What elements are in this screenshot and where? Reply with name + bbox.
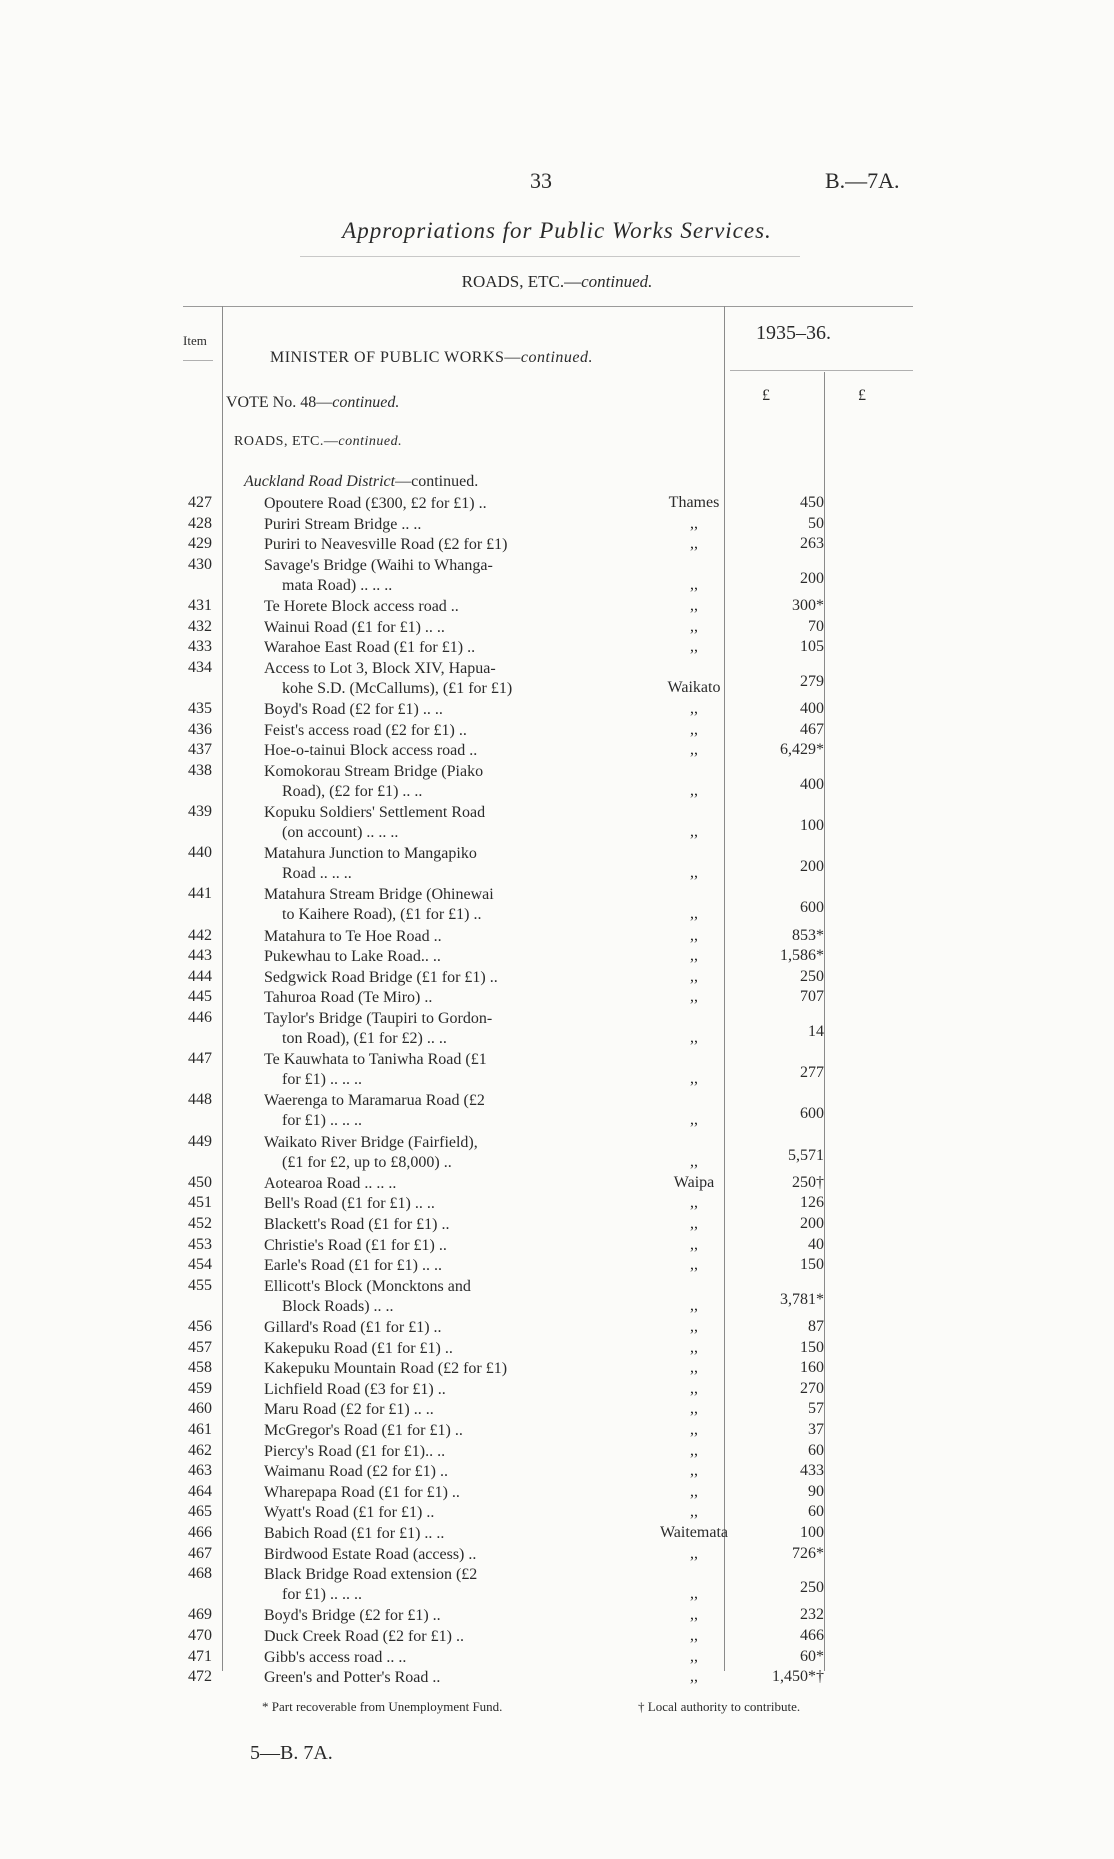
item-description xyxy=(264,741,562,761)
road-district: ,, xyxy=(690,1503,698,1521)
road-district-heading xyxy=(244,473,478,491)
item-description xyxy=(264,947,562,967)
printer-signature: 5—B. 7A. xyxy=(250,1742,333,1764)
item-description xyxy=(264,1050,562,1090)
amount: 37 xyxy=(808,1421,824,1438)
item-description-line: Christie's Road (£1 for £1) .. xyxy=(264,1236,447,1254)
amount: 60 xyxy=(808,1503,824,1521)
item-number: 452 xyxy=(188,1215,212,1232)
item-description xyxy=(264,1421,562,1441)
roads-subheading-main: ROADS, ETC.— xyxy=(234,434,339,449)
item-number: 441 xyxy=(188,885,212,903)
road-district: Thames xyxy=(668,494,720,511)
item-number: 461 xyxy=(188,1421,212,1438)
item-number: 460 xyxy=(188,1400,212,1418)
item-description xyxy=(264,535,562,555)
minister-heading-main: MINISTER OF PUBLIC WORKS— xyxy=(270,349,521,366)
document-reference: B.—7A. xyxy=(825,168,900,193)
road-district: ,, xyxy=(690,617,698,635)
item-number: 437 xyxy=(188,741,212,759)
minister-heading-cont: continued. xyxy=(520,349,593,366)
item-number: 446 xyxy=(188,1009,212,1026)
item-description-line: Komokorau Stream Bridge (Piako xyxy=(264,762,484,780)
amount: 3,781* xyxy=(780,1290,824,1308)
item-number: 467 xyxy=(188,1544,212,1562)
item-number: 465 xyxy=(188,1503,212,1521)
item-description xyxy=(264,1339,562,1359)
item-description xyxy=(264,1133,562,1173)
item-description xyxy=(264,1236,562,1256)
amount: 450 xyxy=(800,494,824,511)
item-description xyxy=(264,1627,562,1647)
amount: 14 xyxy=(808,1023,824,1040)
road-district: ,, xyxy=(690,1627,698,1644)
item-number: 453 xyxy=(188,1235,212,1253)
item-description xyxy=(264,700,562,720)
amount: 467 xyxy=(800,720,824,738)
page-title: Appropriations for Public Works Services. xyxy=(342,218,772,243)
section-heading-cont: continued. xyxy=(581,272,653,291)
item-description xyxy=(264,803,562,843)
road-district: ,, xyxy=(690,700,698,717)
item-number: 456 xyxy=(188,1318,212,1335)
item-description xyxy=(264,1648,562,1668)
item-number: 449 xyxy=(188,1132,212,1150)
road-district-name: Auckland Road District xyxy=(244,473,396,490)
amount: 250 xyxy=(800,967,824,985)
item-description xyxy=(264,1545,562,1565)
item-description xyxy=(264,988,562,1008)
item-description-line: Piercy's Road (£1 for £1).. .. xyxy=(264,1442,446,1460)
currency-unit-col2: £ xyxy=(858,387,866,404)
road-district: ,, xyxy=(690,1647,698,1665)
item-number: 432 xyxy=(188,617,212,635)
item-description-line: Lichfield Road (£3 for £1) .. xyxy=(264,1380,446,1398)
amount: 1,586* xyxy=(780,947,824,965)
item-description-continuation: kohe S.D. (McCallums), (£1 for £1) xyxy=(282,679,513,697)
item-description-line: Maru Road (£2 for £1) .. .. xyxy=(264,1401,434,1419)
item-description xyxy=(264,659,562,699)
item-description xyxy=(264,1668,562,1688)
item-number: 472 xyxy=(188,1668,212,1686)
road-district: ,, xyxy=(690,905,698,923)
road-district-cont: —continued. xyxy=(395,473,479,490)
item-number: 442 xyxy=(188,926,212,944)
item-description-continuation: to Kaihere Road), (£1 for £1) .. xyxy=(282,906,482,924)
amount: 1,450*† xyxy=(772,1668,824,1686)
item-description xyxy=(264,597,562,617)
road-district: ,, xyxy=(690,1441,698,1459)
road-district: ,, xyxy=(690,575,698,593)
item-description-line: Black Bridge Road extension (£2 xyxy=(264,1566,478,1584)
item-number: 434 xyxy=(188,658,212,676)
table-top-rule xyxy=(183,306,913,307)
item-description-continuation: for £1) .. .. .. xyxy=(282,1112,362,1130)
year-rule xyxy=(730,370,913,371)
item-description xyxy=(264,1318,562,1338)
amount: 200 xyxy=(800,858,824,876)
road-district: ,, xyxy=(690,1296,698,1314)
item-description-line: Sedgwick Road Bridge (£1 for £1) .. xyxy=(264,968,498,986)
item-description-line: Wyatt's Road (£1 for £1) .. xyxy=(264,1504,435,1522)
road-district: ,, xyxy=(690,1111,698,1129)
item-number: 435 xyxy=(188,700,212,717)
road-district: ,, xyxy=(690,781,698,799)
item-description-line: Savage's Bridge (Waihi to Whanga- xyxy=(264,556,493,574)
road-district: ,, xyxy=(690,535,698,553)
road-district: ,, xyxy=(690,1585,698,1603)
amount: 853* xyxy=(792,926,824,944)
amount: 6,429* xyxy=(780,741,824,759)
item-column-divider xyxy=(222,306,223,1671)
item-description-line: Boyd's Bridge (£2 for £1) .. xyxy=(264,1607,441,1625)
road-district: Waipa xyxy=(673,1173,715,1191)
amount: 100 xyxy=(800,817,824,834)
roads-subheading xyxy=(234,434,402,450)
amount: 300* xyxy=(792,597,824,614)
amount: 400 xyxy=(800,775,824,793)
road-district: ,, xyxy=(690,597,698,614)
amount: 5,571 xyxy=(788,1146,824,1164)
road-district: ,, xyxy=(690,638,698,656)
item-description xyxy=(264,1009,562,1049)
item-description-line: Puriri Stream Bridge .. .. xyxy=(264,515,422,533)
amount: 277 xyxy=(800,1064,824,1082)
road-district: ,, xyxy=(690,1338,698,1356)
amount: 60* xyxy=(800,1647,824,1665)
item-description-continuation: Block Roads) .. .. xyxy=(282,1297,394,1315)
road-district: ,, xyxy=(690,1462,698,1480)
item-description xyxy=(264,721,562,741)
amount: 150 xyxy=(800,1338,824,1356)
item-number: 471 xyxy=(188,1647,212,1665)
item-description xyxy=(264,556,562,596)
item-description-line: Matahura Stream Bridge (Ohinewai xyxy=(264,886,494,904)
road-district: ,, xyxy=(690,1606,698,1624)
item-description-line: Babich Road (£1 for £1) .. .. xyxy=(264,1525,445,1542)
road-district: Waikato xyxy=(667,678,721,696)
item-number: 448 xyxy=(188,1091,212,1109)
item-description-line: Te Horete Block access road .. xyxy=(264,598,459,615)
item-description-line: Taylor's Bridge (Taupiri to Gordon- xyxy=(264,1010,493,1027)
amount: 100 xyxy=(800,1524,824,1541)
item-number: 439 xyxy=(188,803,212,820)
amount: 600 xyxy=(800,1105,824,1123)
item-number: 451 xyxy=(188,1194,212,1212)
item-description xyxy=(264,1174,562,1194)
item-description-continuation: Road .. .. .. xyxy=(282,865,352,883)
road-district: ,, xyxy=(690,823,698,840)
amount: 57 xyxy=(808,1400,824,1418)
road-district: ,, xyxy=(690,1482,698,1500)
vote-heading xyxy=(226,394,399,412)
item-description xyxy=(264,1380,562,1400)
item-number: 455 xyxy=(188,1276,212,1294)
amount: 600 xyxy=(800,899,824,917)
item-description xyxy=(264,1442,562,1462)
amount: 50 xyxy=(808,514,824,532)
road-district: ,, xyxy=(690,1215,698,1232)
minister-heading xyxy=(270,349,593,367)
amount: 466 xyxy=(800,1627,824,1644)
item-description-line: Warahoe East Road (£1 for £1) .. xyxy=(264,639,476,657)
section-heading xyxy=(0,272,1114,292)
road-district: Waitemata xyxy=(659,1524,728,1541)
currency-unit-col1: £ xyxy=(762,387,770,404)
item-description xyxy=(264,1503,562,1523)
amount: 232 xyxy=(800,1606,824,1624)
item-description xyxy=(264,638,562,658)
item-description xyxy=(264,1483,562,1503)
item-description-line: Bell's Road (£1 for £1) .. .. xyxy=(264,1195,435,1213)
item-description xyxy=(264,1277,562,1317)
item-number: 438 xyxy=(188,761,212,779)
item-description-line: Matahura Junction to Mangapiko xyxy=(264,845,477,863)
item-description xyxy=(264,1606,562,1626)
item-description xyxy=(264,844,562,884)
amount: 433 xyxy=(800,1462,824,1480)
amount: 70 xyxy=(808,617,824,635)
item-description-line: Boyd's Road (£2 for £1) .. .. xyxy=(264,701,443,718)
road-district: ,, xyxy=(690,741,698,759)
road-district: ,, xyxy=(690,947,698,965)
roads-subheading-cont: continued. xyxy=(338,434,403,449)
item-description xyxy=(264,968,562,988)
road-district: ,, xyxy=(690,1152,698,1170)
item-number: 431 xyxy=(188,597,212,614)
item-description-line: Kakepuku Mountain Road (£2 for £1) xyxy=(264,1360,508,1378)
item-description-continuation: for £1) .. .. .. xyxy=(282,1071,362,1089)
item-description-line: Hoe-o-tainui Block access road .. xyxy=(264,742,478,760)
amount: 250† xyxy=(792,1173,824,1191)
item-description-line: Puriri to Neavesville Road (£2 for £1) xyxy=(264,536,508,554)
amount: 105 xyxy=(800,638,824,656)
item-description xyxy=(264,927,562,947)
item-description-line: McGregor's Road (£1 for £1) .. xyxy=(264,1422,463,1439)
item-description-line: Wainui Road (£1 for £1) .. .. xyxy=(264,618,445,636)
item-description-continuation: ton Road), (£1 for £2) .. .. xyxy=(282,1030,447,1047)
item-number: 444 xyxy=(188,967,212,985)
item-description-line: Waerenga to Maramarua Road (£2 xyxy=(264,1092,485,1110)
amount: 60 xyxy=(808,1441,824,1459)
road-district: ,, xyxy=(690,1256,698,1274)
footnote-local-authority: † Local authority to contribute. xyxy=(638,1699,801,1714)
amount: 200 xyxy=(800,569,824,587)
item-description xyxy=(264,1256,562,1276)
item-column-header: Item xyxy=(183,333,207,348)
amount: 726* xyxy=(792,1544,824,1562)
item-description xyxy=(264,1194,562,1214)
item-number: 470 xyxy=(188,1627,212,1644)
item-number: 430 xyxy=(188,555,212,573)
item-number: 443 xyxy=(188,947,212,965)
road-district: ,, xyxy=(690,1070,698,1088)
amount: 160 xyxy=(800,1359,824,1377)
amount: 263 xyxy=(800,535,824,553)
road-district: ,, xyxy=(690,1668,698,1686)
item-description-line: Feist's access road (£2 for £1) .. xyxy=(264,721,467,739)
item-number: 468 xyxy=(188,1565,212,1583)
item-description-line: Gibb's access road .. .. xyxy=(264,1648,407,1666)
item-description xyxy=(264,885,562,925)
amount: 200 xyxy=(800,1215,824,1232)
amount: 250 xyxy=(800,1579,824,1597)
vote-heading-main: VOTE No. 48— xyxy=(226,394,333,411)
item-description xyxy=(264,1462,562,1482)
item-description-continuation: mata Road) .. .. .. xyxy=(282,576,393,594)
item-description-line: Birdwood Estate Road (access) .. xyxy=(264,1545,477,1563)
item-number: 457 xyxy=(188,1338,212,1356)
road-district: ,, xyxy=(690,1235,698,1253)
amount: 150 xyxy=(800,1256,824,1274)
item-number: 428 xyxy=(188,514,212,532)
amount: 40 xyxy=(808,1235,824,1253)
item-description-line: Duck Creek Road (£2 for £1) .. xyxy=(264,1628,464,1645)
item-number: 433 xyxy=(188,638,212,656)
item-number: 466 xyxy=(188,1524,212,1541)
item-description xyxy=(264,1359,562,1379)
item-description xyxy=(264,515,562,535)
road-district: ,, xyxy=(690,967,698,985)
item-number: 464 xyxy=(188,1482,212,1500)
amount: 87 xyxy=(808,1318,824,1335)
road-district: ,, xyxy=(690,514,698,532)
item-description-line: Kakepuku Road (£1 for £1) .. xyxy=(264,1339,453,1357)
item-description-line: Gillard's Road (£1 for £1) .. xyxy=(264,1319,442,1336)
item-description-line: Pukewhau to Lake Road.. .. xyxy=(264,948,441,966)
item-number: 458 xyxy=(188,1359,212,1377)
amount: 279 xyxy=(800,672,824,690)
title-rule xyxy=(300,256,800,257)
item-description-line: Access to Lot 3, Block XIV, Hapua- xyxy=(264,659,496,677)
item-description-line: Matahura to Te Hoe Road .. xyxy=(264,927,442,945)
item-description-line: Wharepapa Road (£1 for £1) .. xyxy=(264,1483,460,1501)
road-district: ,, xyxy=(690,864,698,882)
item-description-line: Opoutere Road (£300, £2 for £1) .. xyxy=(264,495,487,512)
item-number: 462 xyxy=(188,1441,212,1459)
road-district: ,, xyxy=(690,1359,698,1377)
item-description xyxy=(264,618,562,638)
item-number: 469 xyxy=(188,1606,212,1624)
road-district: ,, xyxy=(690,1318,698,1335)
item-description-line: Te Kauwhata to Taniwha Road (£1 xyxy=(264,1051,487,1069)
amount: 270 xyxy=(800,1379,824,1397)
item-description-line: Waikato River Bridge (Fairfield), xyxy=(264,1133,478,1151)
road-district: ,, xyxy=(690,720,698,738)
page-number: 33 xyxy=(530,168,552,193)
item-description xyxy=(264,1215,562,1235)
item-description-continuation: for £1) .. .. .. xyxy=(282,1586,362,1604)
amount: 90 xyxy=(808,1482,824,1500)
item-header-rule xyxy=(183,360,213,361)
item-number: 429 xyxy=(188,535,212,553)
item-number: 450 xyxy=(188,1173,212,1191)
item-description-line: Green's and Potter's Road .. xyxy=(264,1669,441,1687)
road-district: ,, xyxy=(690,1400,698,1418)
amount: 707 xyxy=(800,988,824,1006)
amount: 126 xyxy=(800,1194,824,1212)
item-number: 436 xyxy=(188,720,212,738)
item-description-line: Aotearoa Road .. .. .. xyxy=(264,1174,397,1192)
item-description-line: Waimanu Road (£2 for £1) .. xyxy=(264,1463,448,1481)
item-description-line: Kopuku Soldiers' Settlement Road xyxy=(264,804,486,821)
item-number: 440 xyxy=(188,844,212,862)
road-district: ,, xyxy=(690,1544,698,1562)
road-district: ,, xyxy=(690,1421,698,1438)
item-description xyxy=(264,1565,562,1605)
section-heading-main: ROADS, ETC.— xyxy=(461,272,582,291)
item-number: 427 xyxy=(188,494,212,511)
item-description-line: Earle's Road (£1 for £1) .. .. xyxy=(264,1257,442,1275)
item-description-line: Tahuroa Road (Te Miro) .. xyxy=(264,989,433,1007)
road-district: ,, xyxy=(690,1194,698,1212)
item-number: 454 xyxy=(188,1256,212,1274)
vote-heading-cont: continued. xyxy=(332,394,400,411)
item-number: 459 xyxy=(188,1379,212,1397)
year-header: 1935–36. xyxy=(756,322,831,344)
item-description xyxy=(264,1091,562,1131)
item-description-continuation: (on account) .. .. .. xyxy=(282,824,399,841)
item-description-continuation: (£1 for £2, up to £8,000) .. xyxy=(282,1153,452,1171)
road-district: ,, xyxy=(690,1029,698,1046)
item-description xyxy=(264,494,562,514)
amount: 400 xyxy=(800,700,824,717)
road-district: ,, xyxy=(690,1379,698,1397)
item-description xyxy=(264,762,562,802)
road-district: ,, xyxy=(690,926,698,944)
footnote-unemployment-fund: * Part recoverable from Unemployment Fund. xyxy=(262,1699,503,1714)
item-description xyxy=(264,1524,562,1544)
road-district: ,, xyxy=(690,988,698,1006)
item-number: 463 xyxy=(188,1462,212,1480)
item-description-continuation: Road), (£2 for £1) .. .. xyxy=(282,782,423,800)
item-description-line: Ellicott's Block (Moncktons and xyxy=(264,1277,471,1295)
amount-subcolumn-divider xyxy=(824,372,825,1671)
item-description-line: Blackett's Road (£1 for £1) .. xyxy=(264,1216,450,1233)
item-number: 445 xyxy=(188,988,212,1006)
item-description xyxy=(264,1400,562,1420)
item-number: 447 xyxy=(188,1050,212,1068)
